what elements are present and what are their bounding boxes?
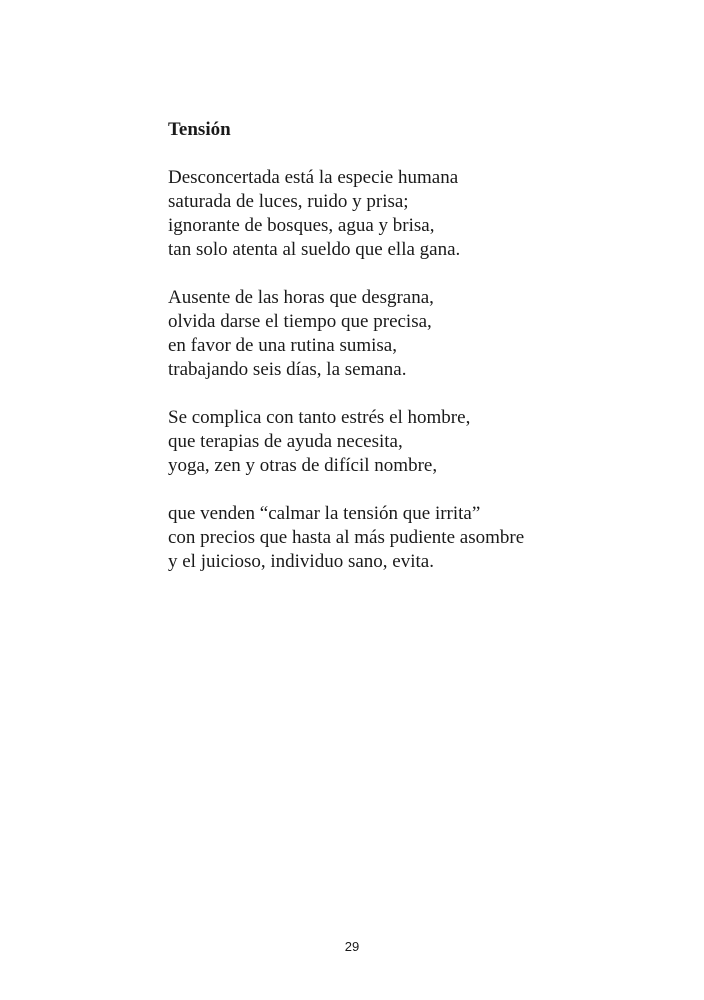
stanza-1 [168,166,648,262]
poem-line: que terapias de ayuda necesita, [168,431,403,452]
poem-line: que venden “calmar la tensión que irrita” [168,503,481,524]
page-number: 29 [344,939,360,954]
poem-line: tan solo atenta al sueldo que ella gana. [168,239,461,260]
poem-line: Ausente de las horas que desgrana, [168,287,434,308]
poem-line: y el juicioso, individuo sano, evita. [168,551,434,572]
poem [168,118,648,598]
stanza-2 [168,286,648,382]
poem-line: olvida darse el tiempo que precisa, [168,311,432,332]
poem-title: Tensión [168,119,231,140]
poem-line: trabajando seis días, la semana. [168,359,407,380]
poem-line: Desconcertada está la especie humana [168,167,459,188]
stanza-4 [168,502,648,574]
poem-line: con precios que hasta al más pudiente asombre [168,527,525,548]
poem-line: saturada de luces, ruido y prisa; [168,191,409,212]
poem-line: en favor de una rutina sumisa, [168,335,397,356]
poem-line: Se complica con tanto estrés el hombre, [168,407,471,428]
stanza-3 [168,406,648,478]
poem-line: yoga, zen y otras de difícil nombre, [168,455,438,476]
poem-line: ignorante de bosques, agua y brisa, [168,215,435,236]
